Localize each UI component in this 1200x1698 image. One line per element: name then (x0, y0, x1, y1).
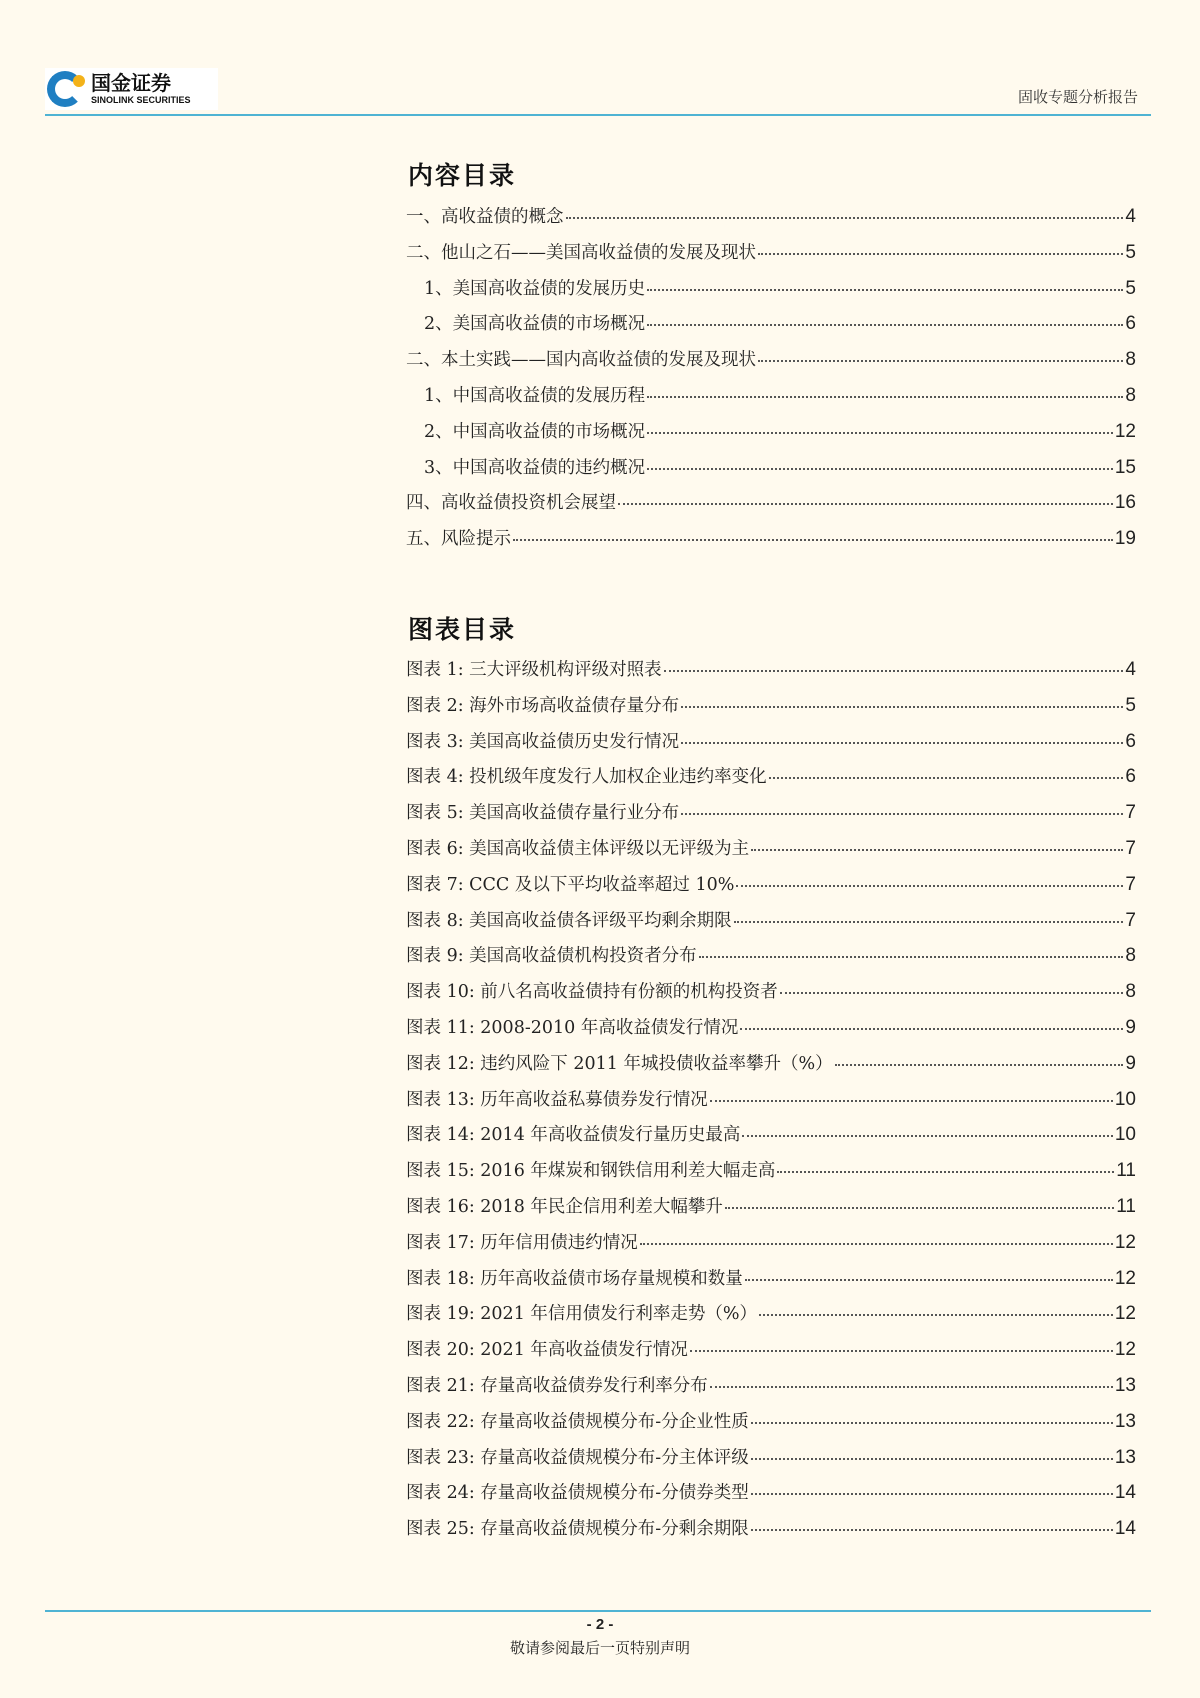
entry-label: 图表 2: 海外市场高收益债存量分布 (406, 695, 680, 716)
toc-entry[interactable] (406, 346, 1136, 382)
logo-icon (47, 71, 83, 107)
entry-label: 图表 18: 历年高收益债市场存量规模和数量 (406, 1268, 743, 1289)
entry-label: 图表 15: 2016 年煤炭和钢铁信用利差大幅走高 (406, 1161, 776, 1182)
toc-entry[interactable] (406, 310, 1136, 346)
figure-entry[interactable] (406, 728, 1136, 764)
figure-entry[interactable] (406, 799, 1136, 835)
leader-dots (769, 777, 1124, 779)
entry-page: 10 (1114, 1124, 1136, 1146)
figure-entry[interactable] (406, 1121, 1136, 1157)
figure-entry[interactable] (406, 942, 1136, 978)
entry-page: 12 (1114, 1339, 1136, 1361)
entry-page: 14 (1114, 1482, 1136, 1504)
entry-label: 图表 5: 美国高收益债存量行业分布 (406, 803, 680, 824)
leader-dots (710, 1100, 1113, 1102)
entry-page: 7 (1125, 837, 1136, 859)
leader-dots (742, 1135, 1112, 1137)
leader-dots (736, 885, 1123, 887)
figure-entry[interactable] (406, 1014, 1136, 1050)
figure-entry[interactable] (406, 1408, 1136, 1444)
entry-label: 图表 21: 存量高收益债券发行利率分布 (406, 1375, 708, 1396)
entry-label: 图表 20: 2021 年高收益债发行情况 (406, 1340, 688, 1361)
toc-entry[interactable] (406, 418, 1136, 454)
toc-title: 内容目录 (408, 161, 517, 190)
entry-label: 2、中国高收益债的市场概况 (424, 421, 646, 442)
entry-label: 二、他山之石——美国高收益债的发展及现状 (406, 242, 756, 263)
entry-label: 图表 17: 历年信用债违约情况 (406, 1232, 638, 1253)
page-number: - 2 - (586, 1616, 614, 1633)
toc-list (406, 203, 1136, 561)
leader-dots (740, 1028, 1123, 1030)
figure-entry[interactable] (406, 1372, 1136, 1408)
entry-page: 19 (1114, 528, 1136, 550)
entry-label: 1、中国高收益债的发展历程 (424, 385, 646, 406)
figure-entry[interactable] (406, 656, 1136, 692)
entry-label: 图表 10: 前八名高收益债持有份额的机构投资者 (406, 982, 778, 1003)
entry-label: 图表 7: CCC 及以下平均收益率超过 10% (406, 874, 735, 895)
entry-label: 五、风险提示 (406, 529, 511, 550)
figure-entry[interactable] (406, 763, 1136, 799)
footer-divider (45, 1610, 1151, 1612)
entry-label: 图表 8: 美国高收益债各评级平均剩余期限 (406, 910, 732, 931)
entry-page: 16 (1114, 492, 1136, 514)
leader-dots (751, 1529, 1113, 1531)
entry-label: 图表 3: 美国高收益债历史发行情况 (406, 731, 680, 752)
figure-entry[interactable] (406, 1265, 1136, 1301)
entry-page: 6 (1125, 730, 1136, 752)
leader-dots (647, 324, 1123, 326)
entry-page: 12 (1114, 1267, 1136, 1289)
entry-page: 8 (1125, 384, 1136, 406)
leader-dots (647, 432, 1113, 434)
entry-label: 3、中国高收益债的违约概况 (424, 457, 646, 478)
figure-entry[interactable] (406, 1086, 1136, 1122)
entry-label: 图表 14: 2014 年高收益债发行量历史最高 (406, 1125, 741, 1146)
entry-label: 四、高收益债投资机会展望 (406, 493, 616, 514)
entry-label: 图表 23: 存量高收益债规模分布-分主体评级 (406, 1447, 749, 1468)
leader-dots (777, 1171, 1114, 1173)
leader-dots (647, 396, 1123, 398)
entry-label: 图表 6: 美国高收益债主体评级以无评级为主 (406, 838, 750, 859)
leader-dots (710, 1386, 1113, 1388)
company-logo (45, 68, 218, 110)
entry-label: 图表 25: 存量高收益债规模分布-分剩余期限 (406, 1519, 749, 1540)
leader-dots (734, 921, 1124, 923)
leader-dots (681, 813, 1123, 815)
leader-dots (751, 1458, 1113, 1460)
entry-label: 一、高收益债的概念 (406, 207, 564, 227)
entry-page: 6 (1125, 313, 1136, 335)
entry-label: 图表 4: 投机级年度发行人加权企业违约率变化 (406, 767, 767, 788)
entry-page: 12 (1114, 420, 1136, 442)
toc-entry[interactable] (406, 454, 1136, 490)
entry-page: 5 (1125, 277, 1136, 299)
entry-label: 图表 13: 历年高收益私募债券发行情况 (406, 1089, 708, 1110)
leader-dots (647, 468, 1113, 470)
leader-dots (640, 1243, 1113, 1245)
leader-dots (751, 849, 1123, 851)
entry-label: 图表 19: 2021 年信用债发行利率走势（%） (406, 1304, 758, 1325)
figure-entry[interactable] (406, 1336, 1136, 1372)
entry-page: 13 (1114, 1446, 1136, 1468)
entry-page: 11 (1116, 1160, 1136, 1182)
entry-label: 图表 24: 存量高收益债规模分布-分债券类型 (406, 1483, 749, 1504)
entry-page: 5 (1125, 241, 1136, 263)
leader-dots (758, 253, 1123, 255)
leader-dots (835, 1064, 1124, 1066)
figure-entry[interactable] (406, 1300, 1136, 1336)
entry-page: 12 (1114, 1231, 1136, 1253)
entry-label: 2、美国高收益债的市场概况 (424, 314, 646, 335)
report-type: 固收专题分析报告 (1017, 88, 1138, 106)
leader-dots (681, 742, 1123, 744)
figure-entry[interactable] (406, 1515, 1136, 1551)
entry-page: 8 (1125, 981, 1136, 1003)
entry-page: 11 (1116, 1195, 1136, 1217)
entry-label: 图表 22: 存量高收益债规模分布-分企业性质 (406, 1411, 749, 1432)
figure-entry[interactable] (406, 1444, 1136, 1480)
leader-dots (780, 992, 1124, 994)
figure-entry[interactable] (406, 692, 1136, 728)
entry-page: 7 (1125, 802, 1136, 824)
figure-entry[interactable] (406, 871, 1136, 907)
leader-dots (566, 217, 1124, 219)
entry-label: 图表 9: 美国高收益债机构投资者分布 (406, 946, 697, 967)
entry-page: 13 (1114, 1374, 1136, 1396)
leader-dots (647, 289, 1123, 291)
toc-entry[interactable] (406, 489, 1136, 525)
figure-entry[interactable] (406, 978, 1136, 1014)
entry-page: 5 (1125, 694, 1136, 716)
leader-dots (513, 539, 1113, 541)
leader-dots (664, 670, 1124, 672)
entry-page: 4 (1125, 659, 1136, 680)
entry-page: 6 (1125, 766, 1136, 788)
logo-en-text: SINOLINK SECURITIES (91, 95, 191, 105)
entry-page: 8 (1125, 945, 1136, 967)
figures-title: 图表目录 (408, 615, 517, 644)
leader-dots (690, 1350, 1113, 1352)
toc-entry[interactable] (406, 203, 1136, 239)
figure-entry[interactable] (406, 1229, 1136, 1265)
entry-page: 15 (1114, 456, 1136, 478)
header-divider (45, 114, 1151, 116)
toc-entry[interactable] (406, 239, 1136, 275)
entry-label: 图表 11: 2008-2010 年高收益债发行情况 (406, 1017, 739, 1038)
entry-label: 图表 12: 违约风险下 2011 年城投债收益率攀升（%） (406, 1053, 833, 1074)
entry-label: 图表 16: 2018 年民企信用利差大幅攀升 (406, 1196, 723, 1217)
entry-page: 4 (1125, 206, 1136, 227)
leader-dots (745, 1279, 1113, 1281)
entry-page: 10 (1114, 1088, 1136, 1110)
leader-dots (681, 706, 1123, 708)
figure-entry[interactable] (406, 1193, 1136, 1229)
toc-entry[interactable] (406, 382, 1136, 418)
toc-entry[interactable] (406, 275, 1136, 311)
figure-entry[interactable] (406, 907, 1136, 943)
leader-dots (751, 1493, 1113, 1495)
entry-label: 二、本土实践——国内高收益债的发展及现状 (406, 350, 756, 371)
entry-page: 9 (1125, 1052, 1136, 1074)
footer-disclaimer: 敬请参阅最后一页特别声明 (509, 1639, 690, 1657)
entry-page: 7 (1125, 873, 1136, 895)
leader-dots (725, 1207, 1114, 1209)
leader-dots (759, 1314, 1113, 1316)
entry-page: 8 (1125, 349, 1136, 371)
toc-entry[interactable] (406, 525, 1136, 561)
entry-page: 9 (1125, 1016, 1136, 1038)
leader-dots (699, 956, 1124, 958)
entry-label: 1、美国高收益债的发展历史 (424, 278, 646, 299)
entry-label: 图表 1: 三大评级机构评级对照表 (406, 660, 662, 680)
entry-page: 7 (1125, 909, 1136, 931)
leader-dots (618, 503, 1113, 505)
figure-entry[interactable] (406, 1050, 1136, 1086)
entry-page: 14 (1114, 1518, 1136, 1540)
figure-entry[interactable] (406, 1479, 1136, 1515)
logo-cn-text: 国金证券 (91, 71, 171, 95)
entry-page: 12 (1114, 1303, 1136, 1325)
figure-entry[interactable] (406, 1157, 1136, 1193)
leader-dots (751, 1422, 1113, 1424)
leader-dots (758, 360, 1123, 362)
figures-list (406, 656, 1136, 1551)
figure-entry[interactable] (406, 835, 1136, 871)
entry-page: 13 (1114, 1410, 1136, 1432)
